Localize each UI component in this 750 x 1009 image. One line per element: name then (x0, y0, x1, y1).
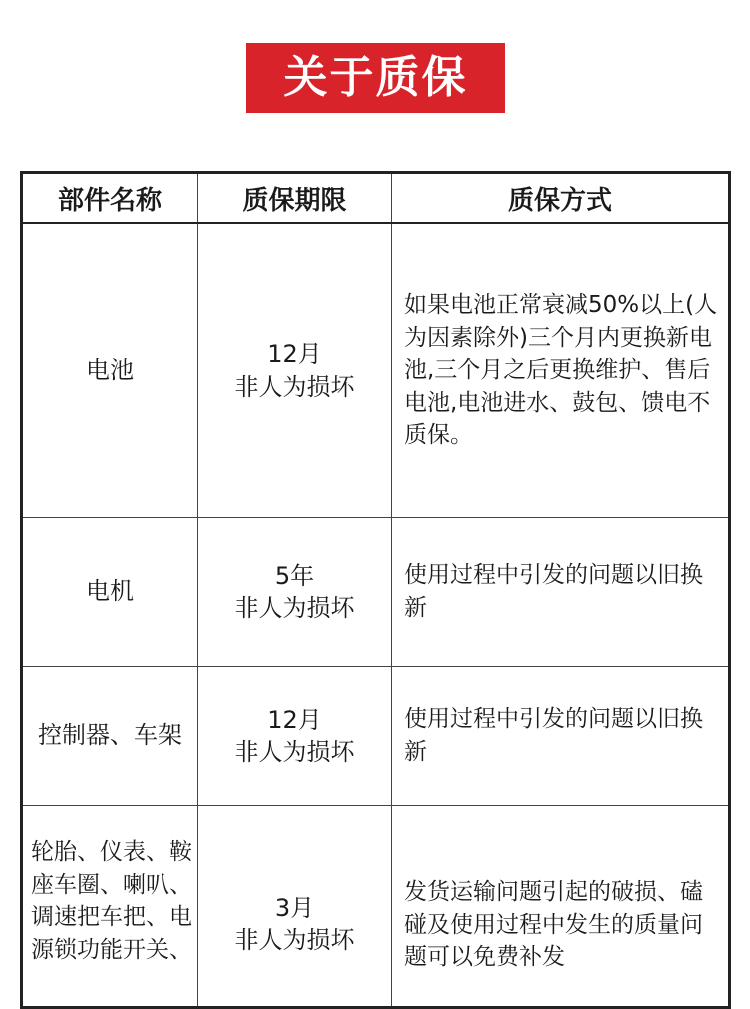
period-cell (198, 518, 392, 667)
table-row (22, 667, 730, 806)
period-value: 5年 (274, 561, 315, 590)
header-warranty-method: 质保方式 (392, 173, 730, 224)
warranty-table (20, 171, 731, 1009)
period-block (198, 806, 391, 957)
period-note: 非人为损坏 (234, 738, 355, 766)
table-row (22, 518, 730, 667)
method-cell (392, 806, 730, 1008)
period-value: 12月 (267, 705, 322, 734)
method-cell: 使用过程中引发的问题以旧换新 (392, 518, 730, 667)
period-cell (198, 223, 392, 518)
title-banner (246, 43, 505, 113)
table-row (22, 223, 730, 518)
method-cell: 如果电池正常衰减50%以上(人为因素除外)三个月内更换新电池,三个月之后更换维护、售后电池,电池进水、鼓包、馈电不质保。 (392, 223, 730, 518)
header-warranty-period: 质保期限 (198, 173, 392, 224)
period-cell (198, 806, 392, 1008)
part-name-text: 轮胎、仪表、鞍座车圈、喇叭、调速把车把、电源锁功能开关、 (31, 839, 192, 963)
period-value: 12月 (267, 340, 322, 369)
table-row (22, 806, 730, 1008)
part-name-cell: 控制器、车架 (22, 667, 198, 806)
period-value: 3月 (274, 894, 315, 922)
part-name-cell: 电池 (22, 223, 198, 518)
table-header-row (22, 173, 730, 224)
period-note: 非人为损坏 (234, 926, 355, 955)
part-name-cell: 电机 (22, 518, 198, 667)
part-name-cell (22, 806, 198, 1008)
method-text: 发货运输问题引起的破损、磕碰及使用过程中发生的质量问题可以免费补发 (404, 879, 703, 971)
period-cell (198, 667, 392, 806)
period-note: 非人为损坏 (234, 594, 355, 622)
header-part-name: 部件名称 (22, 173, 198, 224)
period-note: 非人为损坏 (234, 372, 355, 401)
method-cell: 使用过程中引发的问题以旧换新 (392, 667, 730, 806)
page-title: 关于质保 (283, 52, 468, 103)
